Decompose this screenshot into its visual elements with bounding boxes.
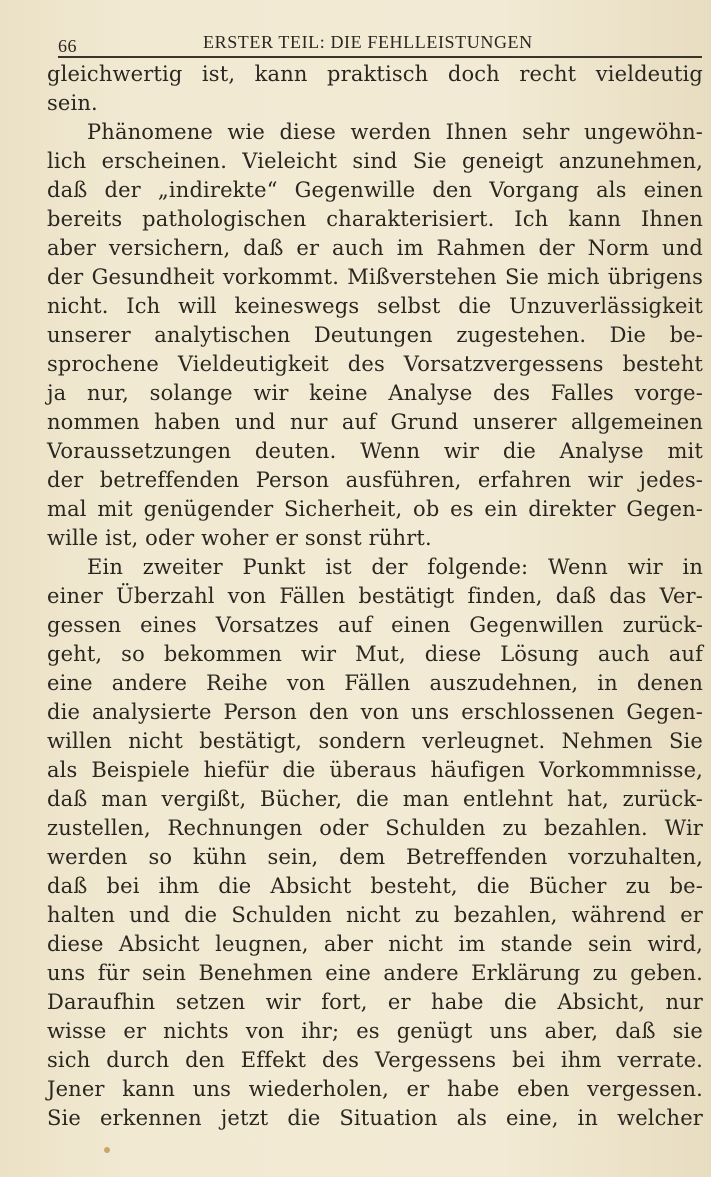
text-line: willen nicht bestätigt, sondern verleugnet. Nehmen Sie — [47, 729, 703, 753]
text-line: sprochene Vieldeutigkeit des Vorsatzvergessens besteht — [47, 352, 703, 376]
text-line: daß bei ihm die Absicht besteht, die Bücher zu be- — [47, 874, 703, 898]
text-line: einer Überzahl von Fällen bestätigt finden, daß das Ver- — [47, 584, 703, 608]
text-line: bereits pathologischen charakterisiert. Ich kann Ihnen — [47, 207, 703, 231]
text-line: uns für sein Benehmen eine andere Erklärung zu geben. — [47, 961, 703, 985]
text-line: eine andere Reihe von Fällen auszudehnen, in denen — [47, 671, 703, 695]
text-line: geht, so bekommen wir Mut, diese Lösung auch auf — [47, 642, 703, 666]
running-head — [58, 30, 702, 58]
text-line: lich erscheinen. Vieleicht sind Sie geneigt anzunehmen, — [47, 149, 703, 173]
page-number: 66 — [58, 36, 77, 56]
paragraph-first-line: Phänomene wie diese werden Ihnen sehr ungewöhn- — [87, 120, 703, 144]
paper-speck — [104, 1147, 110, 1153]
body-text — [47, 60, 703, 1133]
text-line: Jener kann uns wiederholen, er habe eben vergessen. — [47, 1077, 703, 1101]
text-line: der betreffenden Person ausführen, erfahren wir jedes- — [47, 468, 703, 492]
text-line: ja nur, solange wir keine Analyse des Falles vorge- — [47, 381, 703, 405]
text-line: sich durch den Effekt des Vergessens bei ihm verrate. — [47, 1048, 703, 1072]
text-line: Voraussetzungen deuten. Wenn wir die Analyse mit — [47, 439, 703, 463]
text-line: wille ist, oder woher er sonst rührt. — [47, 526, 432, 550]
text-line: nommen haben und nur auf Grund unserer allgemeinen — [47, 410, 703, 434]
text-line: daß der „indirekte“ Gegenwille den Vorgang als einen — [47, 178, 703, 202]
text-line: zustellen, Rechnungen oder Schulden zu bezahlen. Wir — [47, 816, 703, 840]
text-line: die analysierte Person den von uns erschlossenen Gegen- — [47, 700, 703, 724]
text-line: nicht. Ich will keineswegs selbst die Unzuverlässigkeit — [47, 294, 703, 318]
text-line: daß man vergißt, Bücher, die man entlehnt hat, zurück- — [47, 787, 703, 811]
text-line: Sie erkennen jetzt die Situation als eine, in welcher — [47, 1106, 703, 1130]
text-line: der Gesundheit vorkommt. Mißverstehen Sie mich übrigens — [47, 265, 703, 289]
text-line: wisse er nichts von ihr; es genügt uns aber, daß sie — [47, 1019, 703, 1043]
text-line: als Beispiele hiefür die überaus häufigen Vorkommnisse, — [47, 758, 703, 782]
text-line: sein. — [47, 91, 98, 115]
text-line: werden so kühn sein, dem Betreffenden vorzuhalten, — [47, 845, 703, 869]
text-line: diese Absicht leugnen, aber nicht im stande sein wird, — [47, 932, 703, 956]
text-line: halten und die Schulden nicht zu bezahlen, während er — [47, 903, 703, 927]
text-line: gleichwertig ist, kann praktisch doch recht vieldeutig — [47, 62, 703, 86]
text-line: gessen eines Vorsatzes auf einen Gegenwillen zurück- — [47, 613, 703, 637]
chapter-title: ERSTER TEIL: DIE FEHLLEISTUNGEN — [203, 32, 533, 52]
text-line: Daraufhin setzen wir fort, er habe die Absicht, nur — [47, 990, 703, 1014]
text-line: aber versichern, daß er auch im Rahmen der Norm und — [47, 236, 703, 260]
text-line: mal mit genügender Sicherheit, ob es ein direkter Gegen- — [47, 497, 703, 521]
text-line: unserer analytischen Deutungen zugestehen. Die be- — [47, 323, 703, 347]
paragraph-first-line: Ein zweiter Punkt ist der folgende: Wenn wir in — [87, 555, 703, 579]
